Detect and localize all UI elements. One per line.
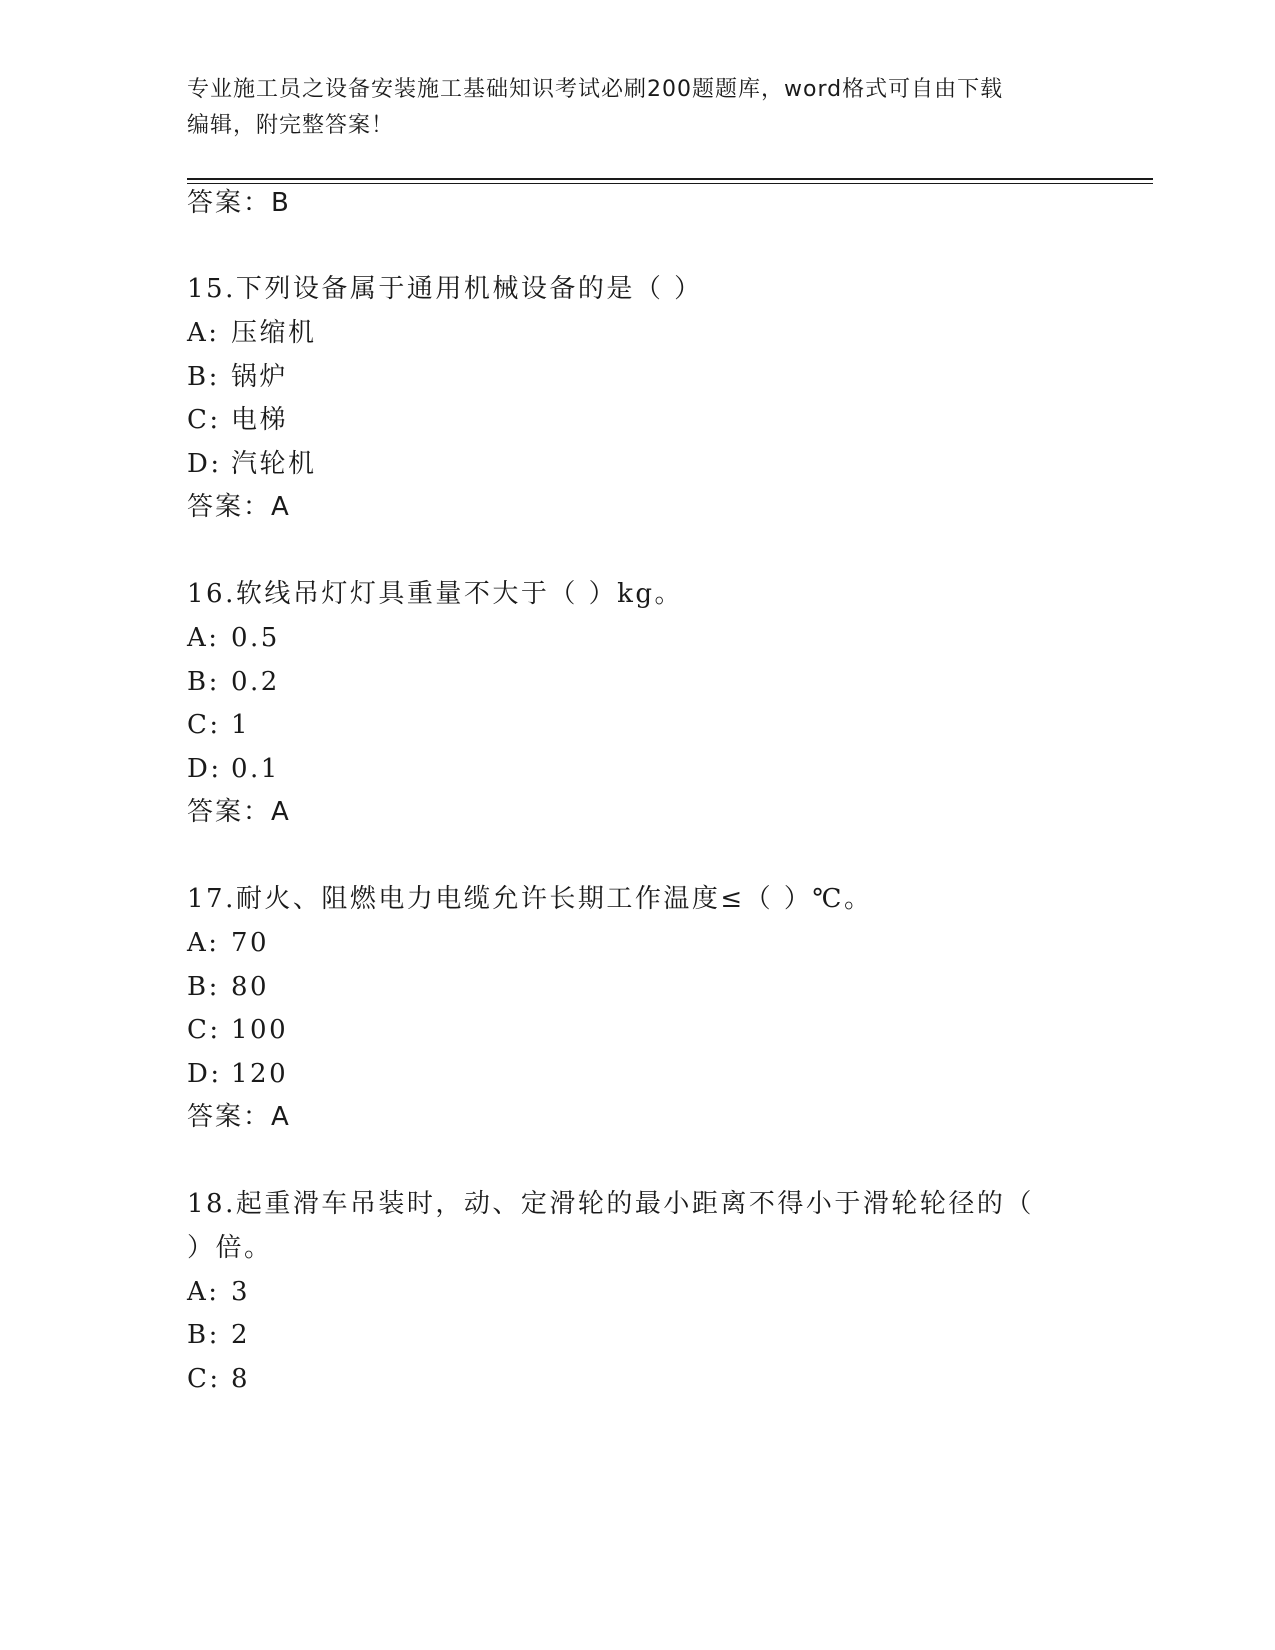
option-text: 100: [231, 1015, 289, 1045]
option-key: A:: [187, 1277, 220, 1307]
option-text: 70: [231, 928, 270, 958]
question-15-option-b: [187, 360, 288, 394]
question-18-stem-line-1: 18.起重滑车吊装时，动、定滑轮的最小距离不得小于滑轮轮径的（: [187, 1189, 1034, 1219]
header-divider-thin: [187, 183, 1153, 184]
question-17-option-c: [187, 1013, 288, 1047]
option-text: 汽轮机: [231, 449, 317, 479]
option-text: 压缩机: [231, 318, 317, 348]
previous-answer: 答案：B: [187, 188, 291, 218]
option-key: C:: [187, 405, 221, 435]
option-text: 0.5: [231, 623, 280, 653]
option-key: A:: [187, 928, 220, 958]
header-divider-thick: [187, 178, 1153, 180]
option-key: B:: [187, 972, 220, 1002]
option-key: A:: [187, 623, 220, 653]
header-title-line-2: 编辑，附完整答案！: [187, 113, 395, 138]
option-key: C:: [187, 710, 221, 740]
question-17-option-d: [187, 1057, 288, 1091]
question-18-option-a: [187, 1275, 250, 1309]
option-key: C:: [187, 1364, 221, 1394]
question-17-option-b: [187, 970, 269, 1004]
option-text: 电梯: [231, 405, 289, 435]
option-key: D:: [187, 449, 222, 479]
question-18-option-b: [187, 1318, 250, 1352]
option-text: 锅炉: [231, 362, 289, 392]
option-text: 1: [231, 710, 251, 740]
option-key: A:: [187, 318, 220, 348]
question-18-stem-line-2: ）倍。: [187, 1233, 273, 1263]
question-16-stem: 16.软线吊灯灯具重量不大于（ ）kg。: [187, 579, 684, 609]
question-16-answer: 答案：A: [187, 797, 291, 827]
option-key: D:: [187, 1059, 222, 1089]
question-15-answer: 答案：A: [187, 492, 291, 522]
question-15-option-c: [187, 403, 288, 437]
option-key: B:: [187, 1320, 220, 1350]
question-16-option-a: [187, 621, 280, 655]
option-key: C:: [187, 1015, 221, 1045]
option-text: 80: [231, 972, 270, 1002]
document-header: [187, 72, 1087, 144]
question-15-stem: 15.下列设备属于通用机械设备的是（ ）: [187, 274, 703, 304]
question-17-answer: 答案：A: [187, 1102, 291, 1132]
option-text: 3: [231, 1277, 251, 1307]
question-16-option-d: [187, 752, 280, 786]
header-title-line-1: 专业施工员之设备安装施工基础知识考试必刷200题题库，word格式可自由下载: [187, 77, 1004, 102]
option-text: 0.2: [231, 667, 280, 697]
option-key: B:: [187, 667, 220, 697]
option-text: 8: [231, 1364, 251, 1394]
option-text: 2: [231, 1320, 251, 1350]
question-17-stem: 17.耐火、阻燃电力电缆允许长期工作温度≤（ ）℃。: [187, 884, 873, 914]
option-text: 0.1: [231, 754, 280, 784]
question-16-option-b: [187, 665, 280, 699]
question-18-option-c: [187, 1362, 250, 1396]
question-15-option-a: [187, 316, 317, 350]
option-key: D:: [187, 754, 222, 784]
question-17-option-a: [187, 926, 269, 960]
option-text: 120: [231, 1059, 289, 1089]
option-key: B:: [187, 362, 220, 392]
question-16-option-c: [187, 708, 250, 742]
question-15-option-d: [187, 447, 317, 481]
